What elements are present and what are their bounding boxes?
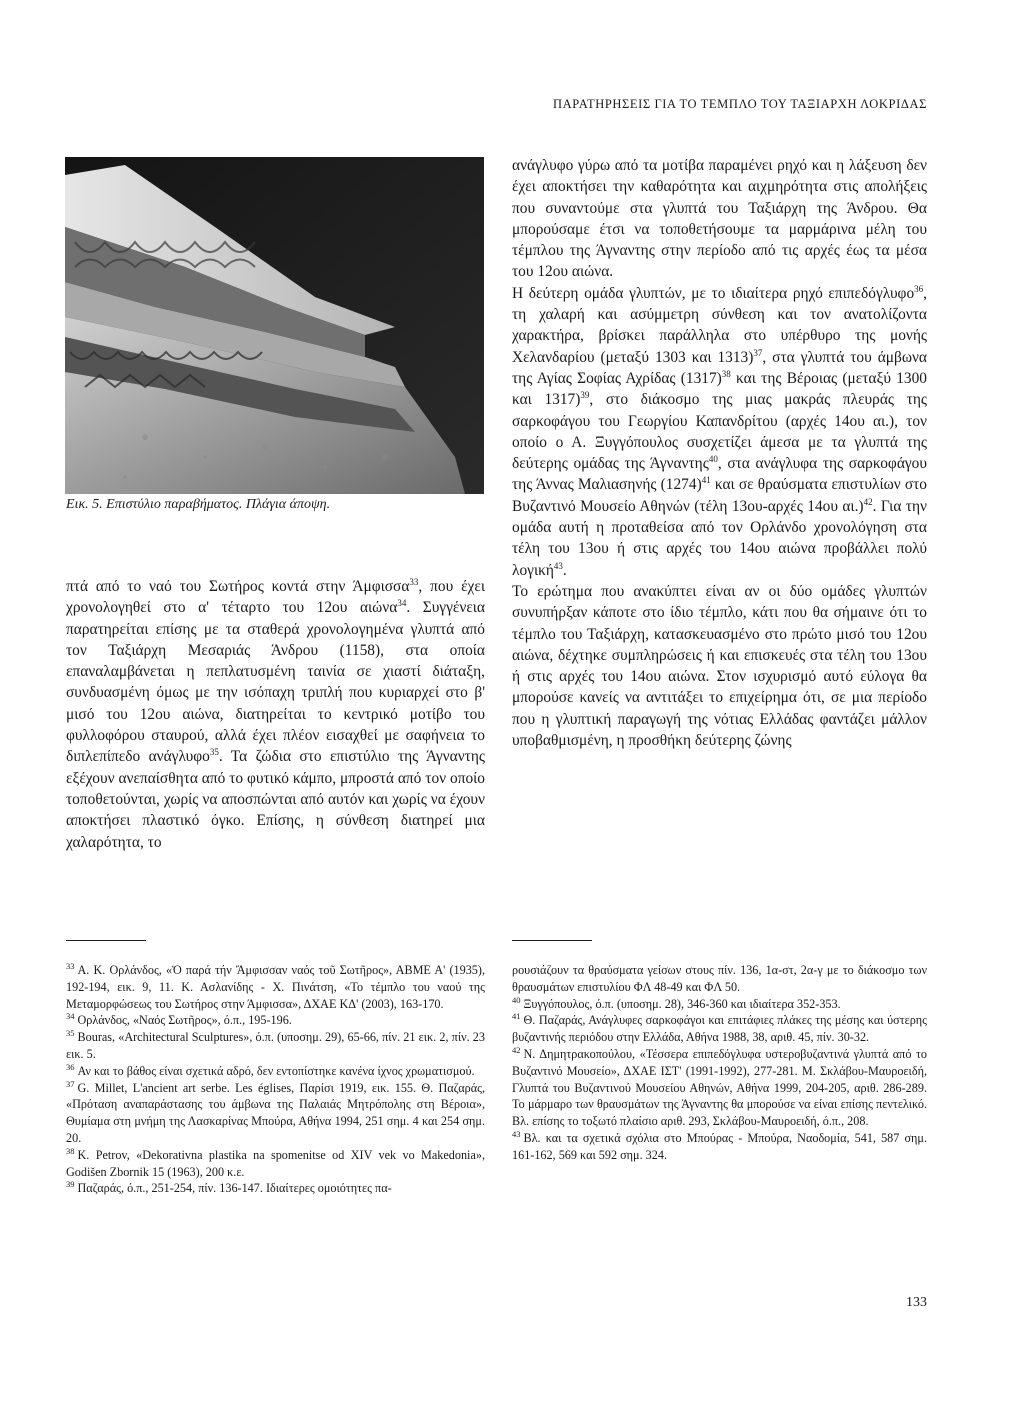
footnote-ref: 38: [721, 368, 731, 379]
footnote: $^{42}$ Ν. Δημητρακοπούλου, «Τέσσερα επιπεδόγλυφα υστεροβυζαντινά γλυπτά από το Βυζαντινό Μουσείο», ΔΧΑΕ ΙΣΤ' (1991-1992), 277-281. Μ. Σκλάβου-Μαυροειδή, Γλυπτά του Βυζαντινού Μουσείου Αθηνών, Αθήνα 1999, 204-205, αριθ. 286-289. Το μάρμαρο των θραυσμάτων της Άγναντης θα μπορούσε να είναι επίσης πεντελικό. Βλ. επίσης το τοξωτό πλαίσιο αριθ. 293, Σκλάβου-Μαυροειδή, ό.π., 208.: [512, 1044, 927, 1129]
right-paragraph-2: Η δεύτερη ομάδα γλυπτών, με το ιδιαίτερα ρηχό επιπεδόγλυφο$^{36}$, τη χαλαρή και ασύμμετρη σύνθεση και τον ανατολίζοντα χαρακτήρα, βρίσκει παράλληλα στο υπέρθυρο της μονής Χελανδαρίου (μεταξύ 1303 και 1313)$^{37}$, στα γλυπτά του άμβωνα της Αγίας Σοφίας Αχρίδας $(1317)^{38}$ και της Βέροιας (μεταξύ 1300 και 1317)$^{39}$, στο διάκοσμο της μιας μακράς πλευράς της σαρκοφάγου του Γεωργίου Καπανδρίτου (αρχές 14ου αι.), τον οποίο ο Α. Ξυγγόπουλος συσχετίζει άμεσα με τα γλυπτά της δεύτερης ομάδας της Άγναντης$^{40}$, στα ανάγλυφα της σαρκοφάγου της Άννας Μαλιασηνής $(1274)^{41}$ και σε θραύσματα επιστυλίων στο Βυζαντινό Μουσείο Αθηνών (τέλη 13ου-αρχές 14ου αι.)$^{42}$. Για την ομάδα αυτή η προταθείσα από τον Ορλάνδο χρονολόγηση στα τέλη του 13ου ή στις αρχές του 14ου αιώνα προβάλλει πολύ λογική$^{43}$.: [512, 283, 928, 579]
footnote-ref: 41: [701, 475, 711, 486]
figure-caption: Εικ. 5. Επιστύλιο παραβήματος. Πλάγια άποψη.: [66, 497, 331, 512]
footnote-continuation: ρουσιάζουν τα θραύσματα γείσων στους πίν. 136, 1α-στ, 2α-γ με το διάκοσμο των θραυσμάτων επιστυλίου ΦΛ 48-49 και ΦΛ 50.: [512, 963, 927, 994]
footnotes-left: [66, 962, 485, 1197]
footnote-ref: 35: [209, 747, 219, 758]
footnote: $^{40}$ Ξυγγόπουλος, ό.π. (υποσημ. 28), 346-360 και ιδιαίτερα 352-353.: [512, 994, 841, 1011]
right-paragraph-3: Το ερώτημα που ανακύπτει είναι αν οι δύο ομάδες γλυπτών συνυπήρξαν κάποτε στο ίδιο τέμπλο, κάτι που θα σήμαινε ότι το τέμπλο του Ταξιάρχη, κατασκευασμένο στο πρώτο μισό του 12ου αιώνα, δέχτηκε συμπληρώσεις ή και επισκευές στα τέλη του 13ου ή στις αρχές του 14ου αιώνα. Στον ισχυρισμό αυτό εύλογα θα μπορούσε κανείς να αντιτάξει το επιχείρημα ότι, σε μια περίοδο που η γλυπτική παραγωγή της νότιας Ελλάδας φαντάζει μάλλον υποβαθμισμένη, η προσθήκη δεύτερης ζώνης: [512, 582, 927, 750]
footnote: $^{36}$ Αν και το βάθος είναι σχετικά αδρό, δεν εντοπίστηκε κανένα ίχνος χρωματισμού.: [66, 1061, 475, 1078]
footnote-ref: 36: [914, 283, 924, 294]
footnote: $^{43}$ Βλ. και τα σχετικά σχόλια στο Μπούρας - Μπούρα, Ναοδομία, 541, 587 σημ. 161-162, 569 και 592 σημ. 324.: [512, 1128, 927, 1162]
running-head: ΠΑΡΑΤΗΡΗΣΕΙΣ ΓΙΑ ΤΟ ΤΕΜΠΛΟ ΤΟΥ ΤΑΞΙΑΡΧΗ ΛΟΚΡΙΔΑΣ: [553, 97, 927, 111]
footnote: $^{39}$ Παζαράς, ό.π., 251-254, πίν. 136-147. Ιδιαίτερες ομοιότητες πα-: [66, 1179, 392, 1196]
footnote-ref: 39: [580, 390, 590, 401]
footnote-ref: 34: [397, 598, 407, 609]
footnote-ref: 37: [753, 347, 763, 358]
footnote-ref: 43: [553, 560, 563, 571]
right-column: [512, 155, 927, 751]
footnote: $^{35}$ Bouras, «Architectural Sculptures», ό.π. (υποσημ. 29), 65-66, πίν. 21 εικ. 2, πίν. 23 εικ. 5.: [66, 1028, 485, 1061]
footnote: $^{41}$ Θ. Παζαράς, Ανάγλυφες σαρκοφάγοι και επιτάφιες πλάκες της μέσης και ύστερης βυζαντινής περιόδου στην Ελλάδα, Αθήνα 1988, 38, αριθ. 45, πίν. 30-32.: [512, 1011, 927, 1045]
footnotes-right: [512, 962, 927, 1164]
architrave-photo-image: [65, 157, 484, 494]
footnote-ref: 33: [409, 576, 419, 587]
footnote-rule-left: [66, 940, 146, 941]
left-paragraph: πτά από το ναό του Σωτήρος κοντά στην Άμφισσα$^{33}$, που έχει χρονολογηθεί στο α' τέταρτο του 12ου αιώνα$^{34}$. Συγγένεια παρατηρείται επίσης με τα σταθερά χρονολογημένα γλυπτά από τον Ταξιάρχη Μεσαριάς Άνδρου (1158), στα οποία επαναλαμβάνεται η πεπλατυσμένη ταινία σε χιαστί διάταξη, συνδυασμένη όμως με την ισόπαχη τριπλή που κυριαρχεί στο β' μισό του 12ου αιώνα, διατηρείται το κεντρικό μοτίβο του φυλλοφόρου σταυρού, αλλά έχει πλέον εισαχθεί με σαφήνεια το διπλεπίπεδο ανάγλυφο$^{35}$. Τα ζώδια στο επιστύλιο της Άγναντης εξέχουν ανεπαίσθητα από το φυτικό κάμπο, μπροστά από τον οποίο τοποθετούνται, χωρίς να αποσπώνται από αυτόν και χωρίς να έχουν αποκτήσει πλαστικό όγκο. Επίσης, η σύνθεση διατηρεί μια χαλαρότητα, το: [66, 576, 486, 851]
footnote-rule-right: [512, 940, 592, 941]
footnote: $^{38}$ Κ. Petrov, «Dekorativna plastika na spomenitse od XIV vek vo Makedonia», Godišen Zbornik 15 (1963), 200 κ.ε.: [66, 1145, 485, 1179]
footnote: $^{33}$ Α. Κ. Ορλάνδος, «Ὁ παρά τήν Ἄμφισσαν ναός τοῦ Σωτῆρος», ΑΒΜΕ Α' (1935), 192-194, εικ. 9, 11. Κ. Ασλανίδης - Χ. Πινάτση, «Το τέμπλο του ναού της Μεταμορφώσεως του Σωτήρος στην Άμφισσα», ΔΧΑΕ ΚΔ' (2003), 163-170.: [66, 960, 485, 1011]
right-paragraph-1: ανάγλυφο γύρω από τα μοτίβα παραμένει ρηχό και η λάξευση δεν έχει αποκτήσει την καθαρότητα και αιχμηρότητα στις απολήξεις που συναντούμε στα γλυπτά του Ταξιάρχη της Άνδρου. Θα μπορούσαμε έτσι να τοποθετήσουμε τα μαρμάρινα μέλη του τέμπλου της Άγναντης στην περίοδο από τις αρχές έως τα μέσα του 12ου αιώνα.: [512, 157, 927, 281]
figure-photo: [65, 157, 484, 494]
footnote-ref: 40: [708, 454, 718, 465]
left-column: [66, 576, 485, 853]
footnote-ref: 42: [863, 496, 873, 507]
footnote: $^{34}$ Ορλάνδος, «Ναός Σωτῆρος», ό.π., 195-196.: [66, 1011, 292, 1028]
footnote: $^{37}$ G. Millet, L'ancient art serbe. Les églises, Παρίσι 1919, εικ. 155. Θ. Παζαράς, «Πρόταση αναπαράστασης του άμβωνα της Παλαιάς Μητρόπολης στη Βέροια», Θυμίαμα στη μνήμη της Λασκαρίνας Μπούρα, Αθήνα 1994, 251 σημ. 4 και 254 σημ. 20.: [66, 1078, 485, 1145]
page-number: 133: [906, 1295, 927, 1310]
